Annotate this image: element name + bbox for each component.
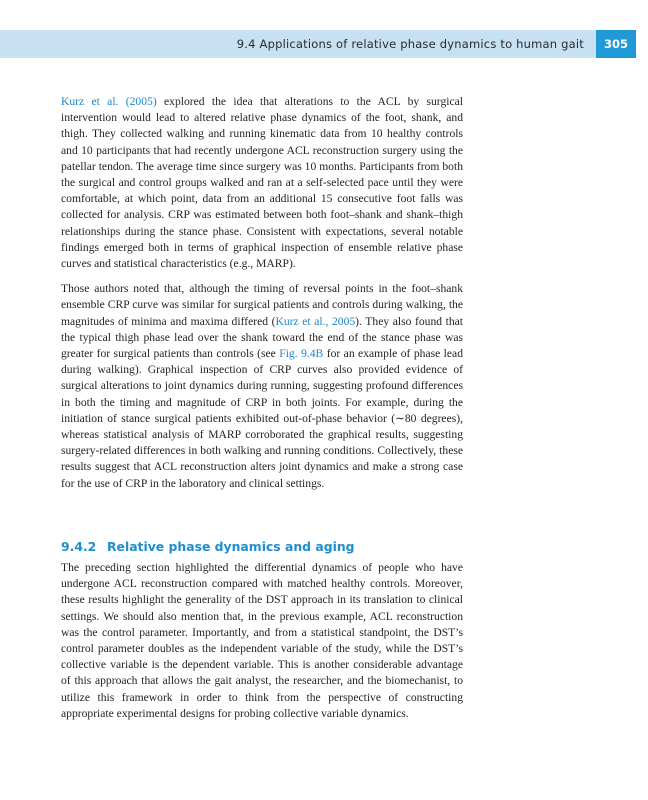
- running-title: 9.4 Applications of relative phase dynamics to human gait: [236, 37, 584, 51]
- figure-link-9-4b[interactable]: Fig. 9.4B: [279, 347, 324, 361]
- citation-link-kurz-2005[interactable]: Kurz et al. (2005): [61, 95, 157, 108]
- section-heading: [61, 539, 355, 554]
- citation-link-kurz-2005-inline[interactable]: Kurz et al., 2005: [275, 314, 356, 328]
- running-header: [0, 30, 596, 58]
- paragraph-2-text-b: ). They also found that the typical thigh phase lead over the shank toward the end of the stance phase was greater for surgical patients than controls (see: [61, 314, 464, 361]
- body-text-bottom: [61, 560, 463, 722]
- paragraph-2: [61, 281, 463, 492]
- paragraph-2-text-c: for an example of phase lead during walking). Graphical inspection of CRP curves also provided evidence of surgical alterations to joint dynamics during running, suggesting profound differences in both the timing and magnitude of CRP in both joints. For example, during the initiation of stance surgical patients exhibited out-of-phase behavior (∼80 degrees), whereas statistical analysis of MARP corroborated the graphical results, suggesting surgery-related differences in both walking and running conditions. Collectively, these results suggest that ACL reconstruction alters joint dynamics and make a strong case for the use of CRP in the laboratory and clinical settings.: [61, 347, 463, 490]
- page-number: 305: [596, 30, 636, 58]
- paragraph-1-text: explored the idea that alterations to the ACL by surgical intervention would lead to altered relative phase dynamics of the foot, shank, and thigh. They collected walking and running kinematic data from 10 healthy controls and 10 participants that had recently undergone ACL reconstruction surgery using the patellar tendon. The average time since surgery was 10 months. Participants from both the surgical and control groups walked and ran at a self-selected pace until they were comfortable, at which point, data from an additional 15 consecutive foot falls was collected for analysis. CRP was estimated between both foot–shank and shank–thigh relationships during the stance phase. Consistent with expectations, several notable findings emerged both in terms of graphical inspection of ensemble relative phase curves and statistical characteristics (e.g., MARP).: [61, 95, 463, 271]
- body-text-top: [61, 94, 463, 492]
- paragraph-3: The preceding section highlighted the differential dynamics of people who have undergone ACL reconstruction compared with matched healthy controls. Moreover, these results highlight the generality of the DST approach in its translation to clinical settings. We should also mention that, in the previous example, ACL reconstruction was the control parameter. Importantly, and from a statistical standpoint, the DST’s control parameter doubles as the independent variable of the study, while the DST’s collective variable is the dependent variable. This is another considerable advantage of this approach that allows the gait analyst, the researcher, and the biomechanist, to utilize this framework in order to think from the perspective of constructing appropriate experimental designs for probing collective variable dynamics.: [61, 561, 463, 720]
- paragraph-2-text-a: Those authors noted that, although the timing of reversal points in the foot–shank ensemble CRP curve was similar for surgical patients and controls during walking, the magnitudes of minima and maxima differed (: [61, 282, 463, 328]
- section-number: 9.4.2: [61, 539, 97, 554]
- paragraph-1: [61, 94, 463, 272]
- section-title: Relative phase dynamics and aging: [107, 539, 355, 554]
